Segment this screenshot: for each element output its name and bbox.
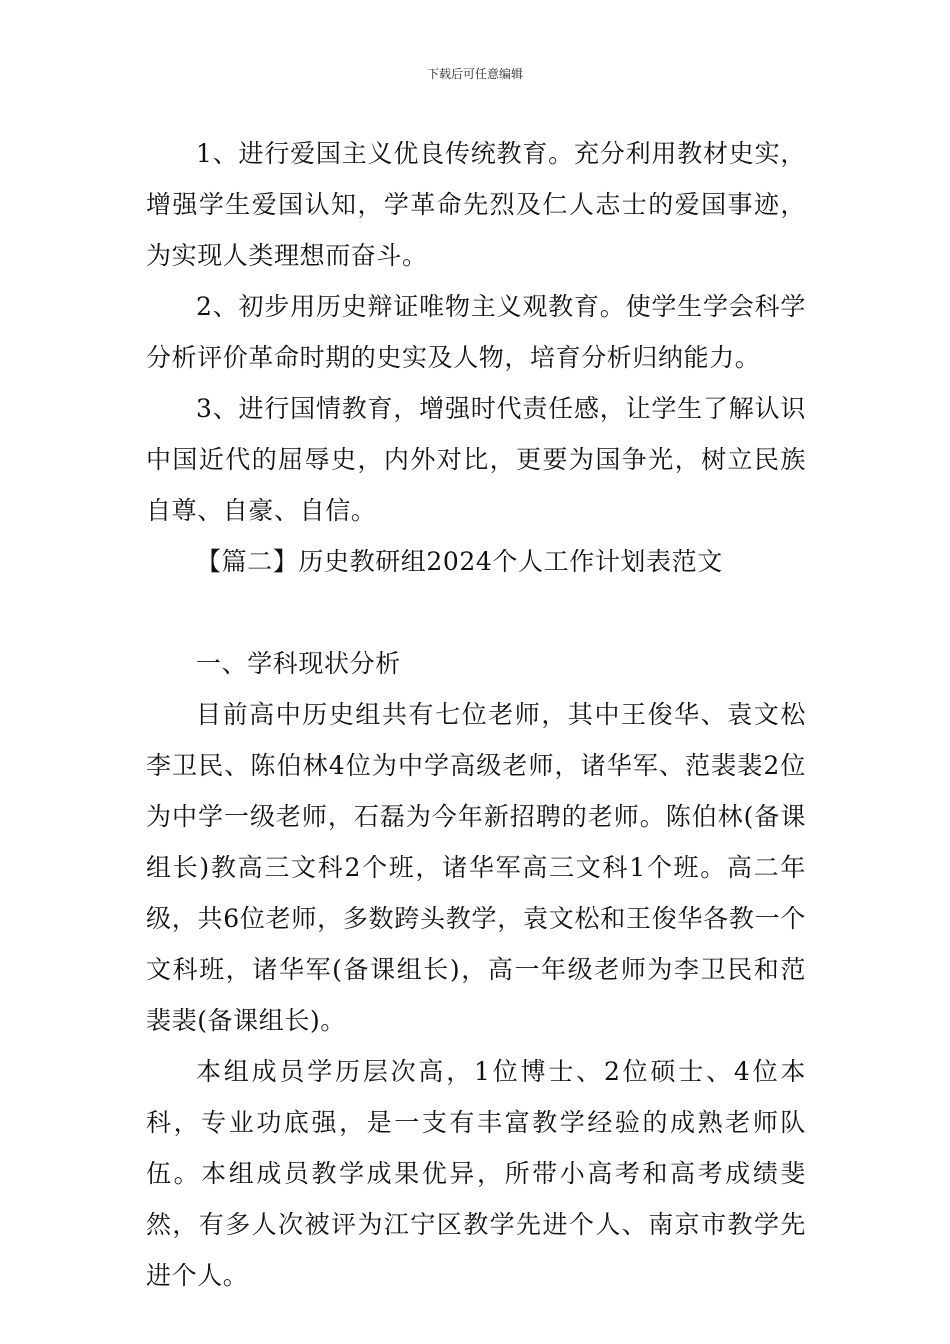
- section-title: 【篇二】历史教研组2024个人工作计划表范文: [196, 547, 723, 576]
- blank-line: [146, 587, 806, 638]
- paragraph-team-quality: 本组成员学历层次高，1位博士、2位硕士、4位本科，专业功底强，是一支有丰富教学经验的成熟老师队伍。本组成员教学成果优异，所带小高考和高考成绩斐然，有多人次被评为江宁区教学先进个人、南京市教学先进个人。: [146, 1057, 806, 1290]
- paragraph-staff-overview: 目前高中历史组共有七位老师，其中王俊华、袁文松李卫民、陈伯林4位为中学高级老师，诸华军、范裴裴2位为中学一级老师，石磊为今年新招聘的老师。陈伯林(备课组长)教高三文科2个班，诸华军高三文科1个班。高二年级，共6位老师，多数跨头教学，袁文松和王俊华各教一个文科班，诸华军(备课组长)，高一年级老师为李卫民和范裴裴(备课组长)。: [146, 700, 806, 1035]
- paragraph-materialism: 2、初步用历史辩证唯物主义观教育。使学生学会科学分析评价革命时期的史实及人物，培育分析归纳能力。: [146, 292, 806, 372]
- header-note: 下载后可任意编辑: [426, 67, 523, 81]
- paragraph-national-conditions: 3、进行国情教育，增强时代责任感，让学生了解认识中国近代的屈辱史，内外对比，更要为国争光，树立民族自尊、自豪、自信。: [146, 394, 806, 525]
- subheading: 一、学科现状分析: [196, 649, 401, 678]
- paragraph-patriotism: 1、进行爱国主义优良传统教育。充分利用教材史实，增强学生爱国认知，学革命先烈及仁人志士的爱国事迹，为实现人类理想而奋斗。: [146, 139, 806, 270]
- document-body: [146, 128, 806, 1301]
